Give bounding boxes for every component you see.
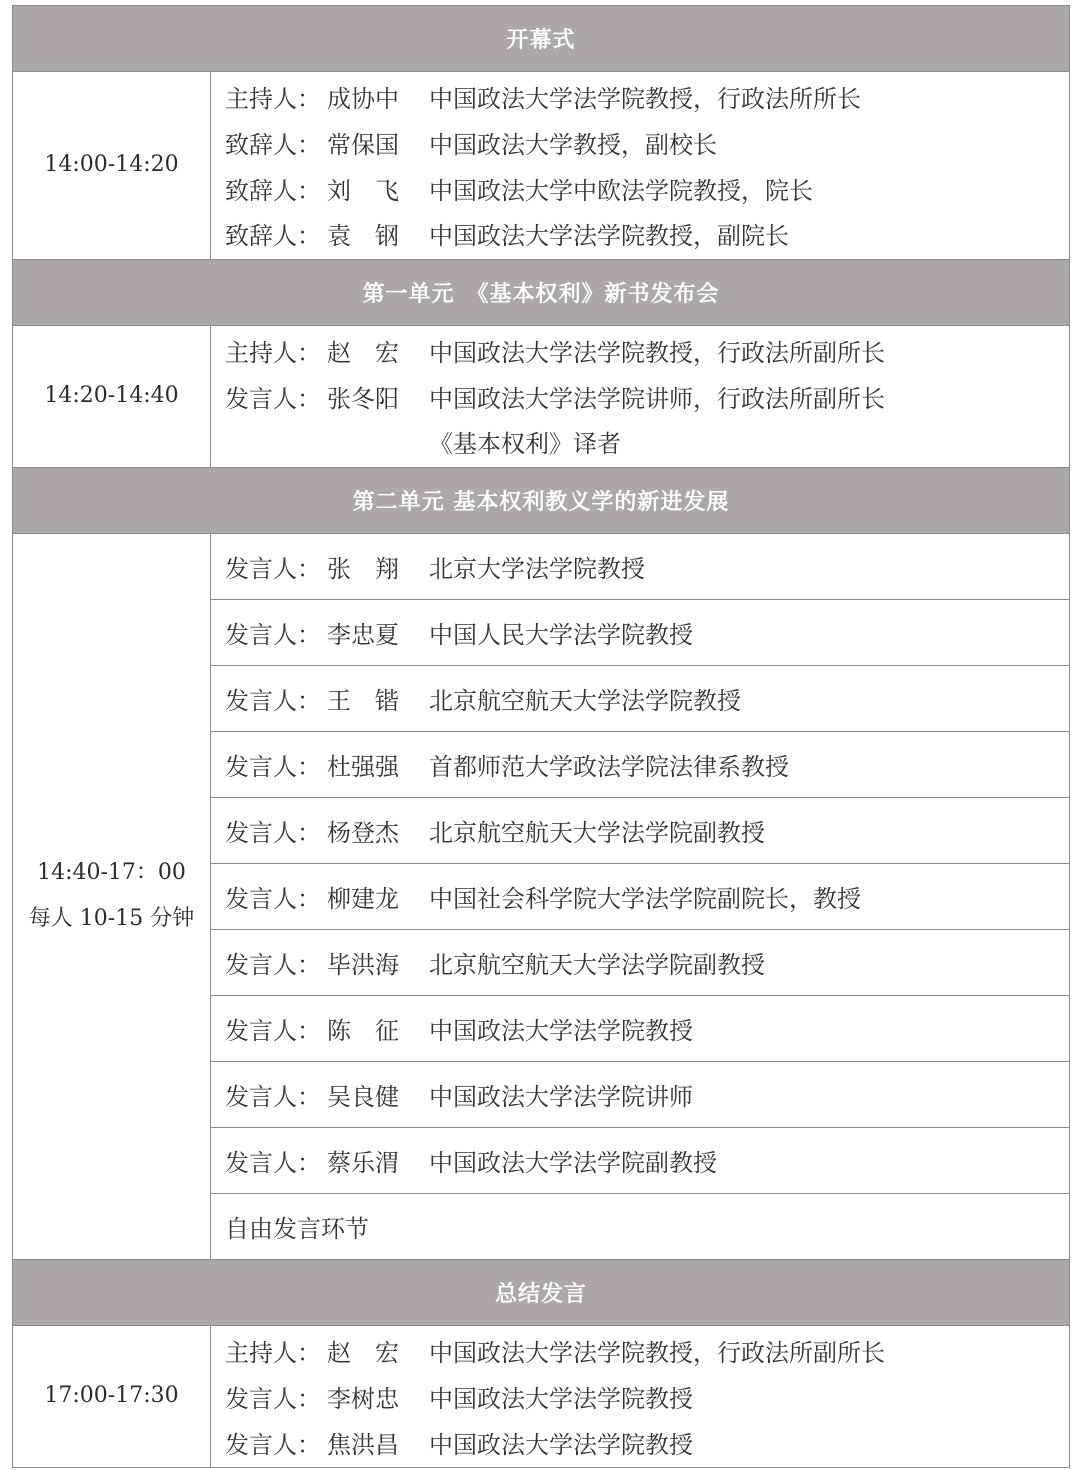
participant-role: 发言人： xyxy=(225,950,321,979)
session-row-closing xyxy=(13,1325,1070,1467)
participant-note xyxy=(225,419,1069,465)
participant-name: 袁 钢 xyxy=(327,222,399,251)
participant-role: 主持人： xyxy=(225,85,321,114)
participant-title: 中国政法大学法学院讲师 xyxy=(429,1082,693,1111)
participant-line xyxy=(225,165,1069,211)
time-range: 14:00-14:20 xyxy=(44,152,179,178)
participant-title: 北京大学法学院教授 xyxy=(429,554,645,583)
speaker-cell xyxy=(211,1193,1070,1259)
session-time xyxy=(13,72,211,260)
participant-title: 中国政法大学法学院教授，行政法所所长 xyxy=(429,85,861,114)
participant-title: 中国政法大学教授，副校长 xyxy=(429,131,717,160)
participant-line xyxy=(211,996,1069,1061)
participant-line xyxy=(211,1128,1069,1193)
section-title: 第二单元 基本权利教义学的新进发展 xyxy=(13,467,1070,533)
participant-line xyxy=(225,328,1069,374)
participant-role: 发言人： xyxy=(225,1148,321,1177)
speaker-cell xyxy=(211,1127,1070,1193)
participant-line xyxy=(225,1419,1069,1465)
participant-name: 赵 宏 xyxy=(327,339,399,368)
participant-line xyxy=(211,600,1069,665)
session-row-opening xyxy=(13,72,1070,260)
participant-title: 中国政法大学法学院教授 xyxy=(429,1384,693,1413)
participant-role: 发言人： xyxy=(225,818,321,847)
speaker-cell xyxy=(211,929,1070,995)
section-header-unit-2 xyxy=(13,467,1070,533)
participant-role: 主持人： xyxy=(225,339,321,368)
participant-name: 李树忠 xyxy=(327,1384,399,1413)
time-note: 每人 10-15 分钟 xyxy=(28,906,195,932)
participant-role: 致辞人： xyxy=(225,222,321,251)
participant-line xyxy=(225,211,1069,257)
participant-line xyxy=(225,1328,1069,1374)
participant-title: 北京航空航天大学法学院副教授 xyxy=(429,818,765,847)
section-header-unit-1 xyxy=(13,259,1070,325)
participant-name: 赵 宏 xyxy=(327,1339,399,1368)
participant-line xyxy=(225,120,1069,166)
participant-role: 致辞人： xyxy=(225,131,321,160)
speaker-cell xyxy=(211,797,1070,863)
session-participants xyxy=(211,1325,1070,1467)
speaker-cell xyxy=(211,599,1070,665)
participant-title: 首都师范大学政法学院法律系教授 xyxy=(429,752,789,781)
session-time xyxy=(13,1325,211,1467)
participant-role: 发言人： xyxy=(225,752,321,781)
speaker-cell xyxy=(211,731,1070,797)
participant-name: 张 翔 xyxy=(327,554,399,583)
time-range: 14:20-14:40 xyxy=(44,383,179,409)
participant-title: 中国政法大学中欧法学院教授，院长 xyxy=(429,176,813,205)
speaker-cell xyxy=(211,1061,1070,1127)
speaker-row xyxy=(13,533,1070,599)
participant-line xyxy=(211,930,1069,995)
participant-name: 陈 征 xyxy=(327,1016,399,1045)
participant-name: 常保国 xyxy=(327,131,399,160)
participant-role: 发言人： xyxy=(225,1384,321,1413)
participant-line xyxy=(225,373,1069,419)
participant-role: 发言人： xyxy=(225,620,321,649)
participant-line xyxy=(211,864,1069,929)
participant-name: 成协中 xyxy=(327,85,399,114)
participant-line xyxy=(211,1062,1069,1127)
session-participants xyxy=(211,72,1070,260)
participant-name: 刘 飞 xyxy=(327,176,399,205)
agenda-body xyxy=(13,6,1070,1468)
time-range: 14:40-17：00 xyxy=(37,860,186,886)
agenda-table xyxy=(12,5,1070,1468)
participant-title: 中国社会科学院大学法学院副院长，教授 xyxy=(429,884,861,913)
participant-role: 发言人： xyxy=(225,384,321,413)
section-title: 开幕式 xyxy=(13,6,1070,72)
participant-title: 中国政法大学法学院教授 xyxy=(429,1430,693,1459)
participant-role: 发言人： xyxy=(225,1016,321,1045)
participant-line xyxy=(211,534,1069,599)
participant-role: 发言人： xyxy=(225,884,321,913)
free-session-label: 自由发言环节 xyxy=(225,1214,369,1243)
participant-role: 发言人： xyxy=(225,1430,321,1459)
participant-name: 蔡乐渭 xyxy=(327,1148,399,1177)
participant-name: 王 锴 xyxy=(327,686,399,715)
session-time xyxy=(13,325,211,467)
section-header-opening xyxy=(13,6,1070,72)
participant-role: 发言人： xyxy=(225,1082,321,1111)
translator-note: 《基本权利》译者 xyxy=(429,430,621,459)
participant-name: 毕洪海 xyxy=(327,950,399,979)
participant-name: 杨登杰 xyxy=(327,818,399,847)
participant-line xyxy=(211,798,1069,863)
participant-title: 中国政法大学法学院教授 xyxy=(429,1016,693,1045)
section-title: 第一单元 《基本权利》新书发布会 xyxy=(13,259,1070,325)
participant-name: 李忠夏 xyxy=(327,620,399,649)
section-header-closing xyxy=(13,1259,1070,1325)
participant-title: 中国政法大学法学院教授，行政法所副所长 xyxy=(429,1339,885,1368)
participant-title: 中国政法大学法学院教授，行政法所副所长 xyxy=(429,339,885,368)
speaker-cell xyxy=(211,863,1070,929)
participant-role: 发言人： xyxy=(225,554,321,583)
speaker-cell xyxy=(211,995,1070,1061)
participant-role: 致辞人： xyxy=(225,176,321,205)
participant-line xyxy=(211,732,1069,797)
speaker-cell xyxy=(211,533,1070,599)
session-row-unit-1 xyxy=(13,325,1070,467)
participant-role: 主持人： xyxy=(225,1339,321,1368)
participant-title: 中国政法大学法学院讲师，行政法所副所长 xyxy=(429,384,885,413)
participant-name: 焦洪昌 xyxy=(327,1430,399,1459)
participant-role: 发言人： xyxy=(225,686,321,715)
speaker-cell xyxy=(211,665,1070,731)
participant-title: 北京航空航天大学法学院教授 xyxy=(429,686,741,715)
session-participants xyxy=(211,325,1070,467)
participant-name: 杜强强 xyxy=(327,752,399,781)
participant-title: 中国政法大学法学院副教授 xyxy=(429,1148,717,1177)
participant-name: 吴良健 xyxy=(327,1082,399,1111)
session-time xyxy=(13,533,211,1259)
participant-line xyxy=(211,666,1069,731)
participant-name: 张冬阳 xyxy=(327,384,399,413)
free-session-line xyxy=(211,1194,1069,1259)
participant-name: 柳建龙 xyxy=(327,884,399,913)
participant-title: 中国政法大学法学院教授，副院长 xyxy=(429,222,789,251)
section-title: 总结发言 xyxy=(13,1259,1070,1325)
participant-line xyxy=(225,1374,1069,1420)
participant-line xyxy=(225,74,1069,120)
participant-title: 中国人民大学法学院教授 xyxy=(429,620,693,649)
participant-title: 北京航空航天大学法学院副教授 xyxy=(429,950,765,979)
time-range: 17:00-17:30 xyxy=(44,1383,179,1409)
